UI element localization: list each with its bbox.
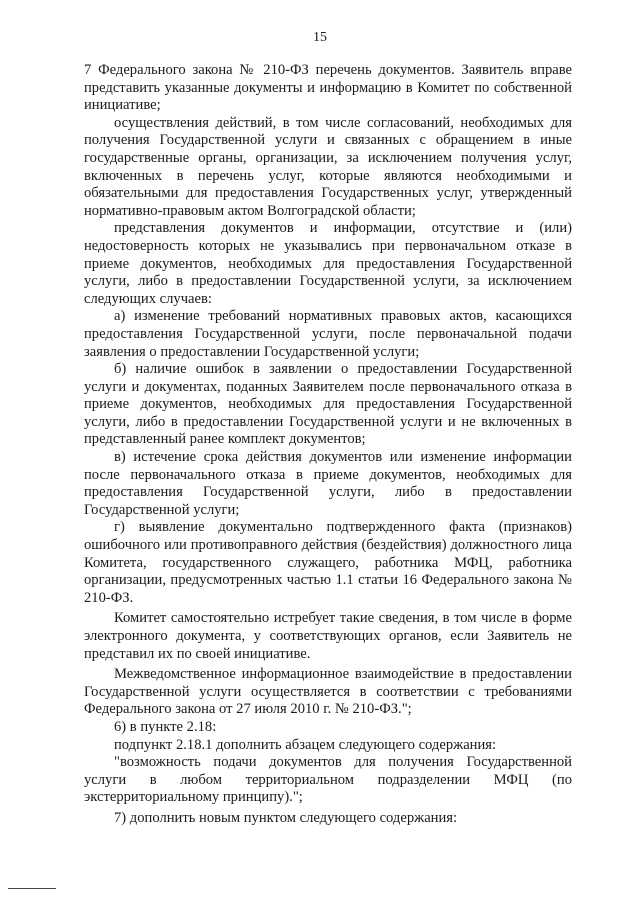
page-number: 15 — [313, 30, 327, 45]
paragraph-subitem-2-18-1: подпункт 2.18.1 дополнить абзацем следующего содержания: — [114, 736, 497, 753]
paragraph-case-c: в) истечение срока действия документов или изменение информации после первоначального отказа в приеме документов, необходимых для предоставления Государственной услуги, либо в предоставлении Государственной услуги; — [84, 449, 572, 518]
paragraph-documents-submission: представления документов и информации, отсутствие и (или) недостоверность которых не указывались при первоначальном отказе в приеме документов, необходимых для предоставления Государственной услуги, либо в предоставлении Государственной услуги, за исключением следующих случаев: — [84, 220, 572, 307]
paragraph-quote-mfc: "возможность подачи документов для получения Государственной услуги в любом территориальном подразделении МФЦ (по экстерриториальному принципу)."; — [84, 754, 572, 806]
paragraph-committee-requests: Комитет самостоятельно истребует такие сведения, в том числе в форме электронного документа, у соответствующих органов, если Заявитель не представил их по своей инициативе. — [84, 610, 572, 662]
paragraph-case-b: б) наличие ошибок в заявлении о предоставлении Государственной услуги и документах, поданных Заявителем после первоначального отказа в приеме документов, необходимых для предоставления Государственной услуги, либо в предоставлении Государственной услуги и не включенных в представленный ранее комплект документов; — [84, 361, 572, 448]
paragraph-interagency: Межведомственное информационное взаимодействие в предоставлении Государственной услуги осуществляется в соответствии с требованиями Федерального закона от 27 июля 2010 г. № 210-ФЗ."; — [84, 666, 572, 718]
paragraph-case-d: г) выявление документально подтвержденного факта (признаков) ошибочного или противоправного действия (бездействия) должностного лица Комитета, государственного служащего, работника МФЦ, работника организации, предусмотренных частью 1.1 статьи 16 Федерального закона № 210-ФЗ. — [84, 519, 572, 606]
document-body — [84, 62, 572, 828]
paragraph-case-a: а) изменение требований нормативных правовых актов, касающихся предоставления Государственной услуги, после первоначальной подачи заявления о предоставлении Государственной услуги; — [84, 308, 572, 360]
paragraph-item-7: 7) дополнить новым пунктом следующего содержания: — [114, 809, 458, 826]
paragraph-item-6: 6) в пункте 2.18: — [114, 718, 217, 735]
paragraph-approvals: осуществления действий, в том числе согласований, необходимых для получения Государственной услуги и связанных с обращением в иные государственные органы, организации, за исключением получения услуг, включенных в перечень услуг, которые являются необходимыми и обязательными для предоставления Государственных услуг, утвержденный нормативно-правовым актом Волгоградской области; — [84, 114, 572, 219]
paragraph-law-reference: 7 Федерального закона № 210-ФЗ перечень документов. Заявитель вправе представить указанные документы и информацию в Комитет по собственной инициативе; — [84, 62, 572, 114]
footnote-divider — [8, 888, 56, 889]
